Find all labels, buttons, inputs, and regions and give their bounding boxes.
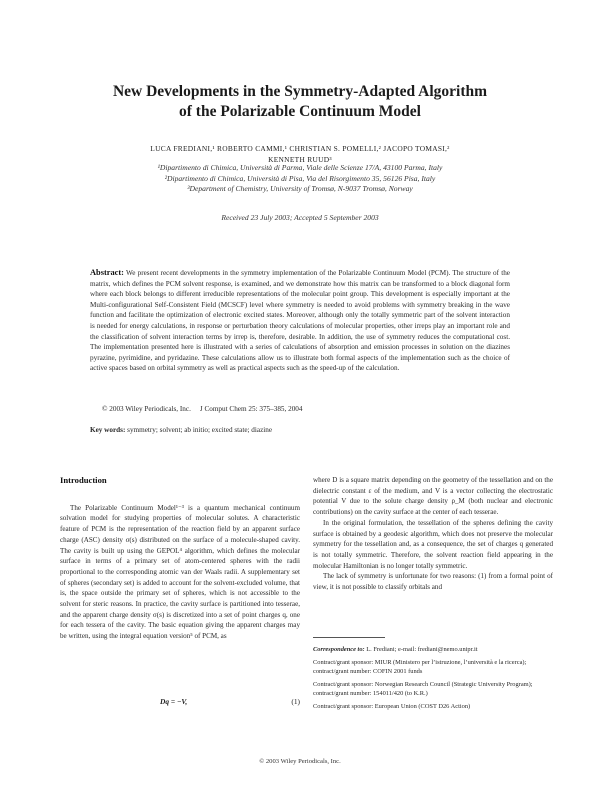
keywords-label: Key words: bbox=[90, 426, 126, 434]
authors-line-1: LUCA FREDIANI,¹ ROBERTO CAMMI,¹ CHRISTIAN S. POMELLI,² JACOPO TOMASI,² bbox=[150, 144, 450, 153]
title-line-1: New Developments in the Symmetry-Adapted Algorithm bbox=[112, 83, 488, 100]
correspondence-text: L. Frediani; e-mail: frediani@nemo.unipr.it bbox=[364, 646, 478, 653]
received-dates: Received 23 July 2003; Accepted 5 September 2003 bbox=[221, 213, 379, 222]
introduction-heading: Introduction bbox=[60, 475, 107, 485]
author-list bbox=[60, 143, 540, 165]
footnote-divider bbox=[313, 637, 385, 638]
left-column bbox=[60, 475, 300, 642]
paper-title bbox=[60, 82, 540, 122]
journal-citation: © 2003 Wiley Periodicals, Inc. J Comput Chem 25: 375–385, 2004 bbox=[102, 405, 303, 413]
abstract-label: Abstract: bbox=[90, 268, 124, 277]
right-paragraph-1: where D is a square matrix depending on the geometry of the tessellation and on the dielectric constant ε of the medium, and V is a vector collecting the electrostatic potential V due to the solute charge density ρ_M (both nuclear and electronic contributions) on the cavity surface at the center of each tesserae. bbox=[313, 476, 553, 517]
affiliation-1: ¹Dipartimento di Chimica, Università di Parma, Viale delle Scienze 17/A, 43100 Parma, Italy bbox=[157, 163, 443, 172]
intro-paragraph: The Polarizable Continuum Model¹⁻³ is a quantum mechanical continuum solvation model for studying properties of molecular solutes. A characteristic feature of PCM is the representation of the reaction field by an apparent surface charge (ASC) density σ(s) distributed on the surface of a molecule-shaped cavity. The cavity is built up using the GEPOL⁴ algorithm, which defines the molecular surface in terms of a primary set of atom-centered spheres with the radii proportional to the corresponding atomic van der Waals radii. A supplementary set of spheres (secondary set) is added to account for the solvent-excluded volume, that is, the space outside the primary set of spheres, which is not accessible to the solvent for steric reasons. In practice, the cavity surface is partitioned into tesserae, and the apparent charge density σ(s) is discretized into a set of point charges q, one for each tessera of the cavity. The basic equation giving the apparent charges may be written, using the integral equation version⁵ of PCM, as bbox=[60, 503, 300, 641]
authors-line-2: KENNETH RUUD³ bbox=[268, 155, 332, 164]
right-column bbox=[313, 475, 553, 593]
affiliation-2: ²Dipartimento di Chimica, Università di Pisa, Via del Risorgimento 35, 56126 Pisa, Italy bbox=[164, 173, 436, 183]
correspondence-note bbox=[313, 645, 553, 655]
page-footer-copyright: © 2003 Wiley Periodicals, Inc. bbox=[259, 758, 341, 765]
title-line-2: of the Polarizable Continuum Model bbox=[179, 103, 421, 120]
keywords bbox=[90, 426, 272, 434]
abstract-text: We present recent developments in the symmetry implementation of the Polarizable Continuum Model (PCM). The structure of the matrix, which defines the PCM solvent response, is examined, and we demonstrate how this matrix can be transformed to a block diagonal form where each block belongs to different irreducible representations of the molecular point group. This development is especially important at the Multi-configurational Self-Consistent Field (MCSCF) level where symmetry is needed to avoid problems with symmetry breaking in the wave function and facilitate the optimization of electronic excited states. Moreover, although only the totally symmetric part of the solvent interaction is needed for energy calculations, in response or perturbation theory calculations of molecular properties, other irreps play an important role and the classification of solvent interaction terms by irrep is, therefore, desirable. In addition, the use of symmetry reduces the computational cost. The implementation presented here is illustrated with a series of calculations of absorption and emission processes in solution on the diazines pyrazine, pyrimidine, and pyridazine. These calculations allow us to illustrate both formal aspects of the implementation such as the choice of active spaces based on orbital symmetry as well as practical aspects such as the speed-up of the calculation. bbox=[90, 269, 510, 373]
correspondence-label: Correspondence to: bbox=[313, 646, 365, 653]
abstract bbox=[90, 268, 510, 374]
sponsor-note-2: Contract/grant sponsor: Norwegian Research Council (Strategic University Program); contract/grant number: 154011/420 (to K.R.) bbox=[313, 680, 533, 698]
sponsor-note-3: Contract/grant sponsor: European Union (COST D26 Action) bbox=[313, 702, 471, 710]
keywords-text: symmetry; solvent; ab initio; excited state; diazine bbox=[125, 426, 273, 434]
affiliation-3: ³Department of Chemistry, University of Tromsø, N-9037 Tromsø, Norway bbox=[187, 184, 413, 193]
sponsor-note-1: Contract/grant sponsor: MIUR (Ministero per l’istruzione, l’università e la ricerca); contract/grant number: COFIN 2001 funds bbox=[313, 658, 527, 676]
equation-formula: Dq = −V, bbox=[160, 697, 188, 706]
equation-number: (1) bbox=[291, 697, 300, 706]
right-paragraph-3: The lack of symmetry is unfortunate for two reasons: (1) from a formal point of view, it is not possible to classify orbitals and bbox=[313, 572, 553, 592]
right-paragraph-2: In the original formulation, the tessellation of the spheres defining the cavity surface is obtained by a geodesic algorithm, which does not preserve the molecular symmetry for the tessellation and, as a consequence, the set of charges q generated is not totally symmetric. Therefore, the solvent reaction field appearing in the molecular Hamiltonian is no longer totally symmetric. bbox=[313, 518, 553, 570]
footnotes bbox=[313, 645, 553, 715]
affiliations bbox=[60, 163, 540, 195]
